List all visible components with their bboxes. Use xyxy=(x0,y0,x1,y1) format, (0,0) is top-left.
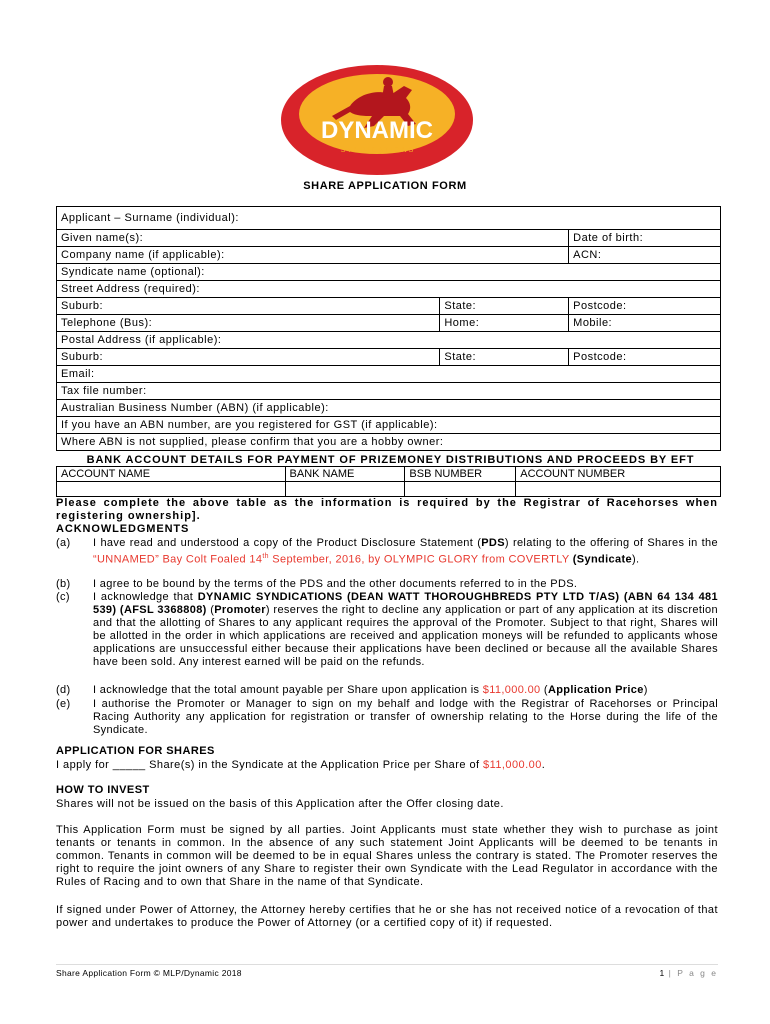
postal-suburb-field[interactable]: Suburb: xyxy=(57,349,440,366)
given-name-field[interactable]: Given name(s): xyxy=(57,230,569,247)
ack-item-a: (a) I have read and understood a copy of the Product Disclosure Statement (PDS) relating to the offering of Shares in the “UNNAMED” Bay Colt Foaled 14th September, 2016, by OLYMPIC GLORY from COVERTLY (Syndicate). xyxy=(56,537,718,566)
ack-b-label: (b) xyxy=(56,578,71,590)
postal-state-field[interactable]: State: xyxy=(440,349,569,366)
account-name-cell[interactable] xyxy=(57,482,286,497)
ack-item-c: (c) I acknowledge that DYNAMIC SYNDICATIONS (DEAN WATT THOROUGHBREDS PTY LTD T/AS) (ABN 64 134 481 539) (AFSL 3368808) (Promoter) reserves the right to decline any application or part of any application at its discretion and that the allotting of Shares to any applicant requires the approval of the Promoter. Subject to that right, Shares will be allotted in the order in which applications are received and application moneys will be refunded to applicants whose applications are unsuccessful either because their applications have been declined or because all the available Shares have been sold. Any interest earned will be paid on the refunds. xyxy=(56,591,718,668)
dob-field[interactable]: Date of birth: xyxy=(569,230,721,247)
account-number-cell[interactable] xyxy=(516,482,721,497)
postal-field[interactable]: Postal Address (if applicable): xyxy=(57,332,721,349)
postal-postcode-field[interactable]: Postcode: xyxy=(569,349,721,366)
ack-a-label: (a) xyxy=(56,537,71,549)
ack-item-e: (e) I authorise the Promoter or Manager to sign on my behalf and lodge with the Registrar of Racehorses or Principal Racing Authority any application for registration or transfer of ownership relating to the Horse during the life of the Syndicate. xyxy=(56,698,718,736)
tfn-field[interactable]: Tax file number: xyxy=(57,383,721,400)
footer-copyright: Share Application Form © MLP/Dynamic 2018 xyxy=(56,968,242,978)
footer-divider xyxy=(56,964,718,965)
acknowledgments-heading: ACKNOWLEDGMENTS xyxy=(56,523,190,535)
ack-e-label: (e) xyxy=(56,698,71,710)
application-line: I apply for _____ Share(s) in the Syndicate at the Application Price per Share of $11,000.00. xyxy=(56,759,546,771)
postcode-field[interactable]: Postcode: xyxy=(569,298,721,315)
page-title: SHARE APPLICATION FORM xyxy=(303,180,467,192)
bank-table xyxy=(56,466,721,497)
bank-details-heading: BANK ACCOUNT DETAILS FOR PAYMENT OF PRIZEMONEY DISTRIBUTIONS AND PROCEEDS BY EFT xyxy=(86,454,695,466)
invest-paragraph-1: This Application Form must be signed by all parties. Joint Applicants must state whether they wish to purchase as joint tenants or tenants in common. In the absence of any such statement Joint Applicants will be deemed to be tenants in common. Tenants in common will be deemed to be in equal Shares unless the contrary is stated. The Promoter reserves the right to require the joint owners of any Share to register their own Syndicate with the Lead Regulator in accordance with the Rules of Racing and to own that Share in the name of that Syndicate. xyxy=(56,824,718,888)
email-field[interactable]: Email: xyxy=(57,366,721,383)
applicant-field[interactable]: Applicant – Surname (individual): xyxy=(57,207,721,230)
account-name-header: ACCOUNT NAME xyxy=(57,467,286,482)
ack-item-b: (b) I agree to be bound by the terms of the PDS and the other documents referred to in the PDS. xyxy=(56,578,578,590)
acn-field[interactable]: ACN: xyxy=(569,247,721,264)
logo-text: DYNAMIC xyxy=(321,117,433,144)
ack-d-label: (d) xyxy=(56,684,71,696)
ack-c-label: (c) xyxy=(56,591,70,603)
dynamic-logo xyxy=(280,64,474,176)
syndicate-field[interactable]: Syndicate name (optional): xyxy=(57,264,721,281)
invest-closing-line: Shares will not be issued on the basis of this Application after the Offer closing date. xyxy=(56,798,504,810)
footer-page-number: 1 | P a g e xyxy=(659,968,718,978)
mobile-field[interactable]: Mobile: xyxy=(569,315,721,332)
bsb-header: BSB NUMBER xyxy=(405,467,516,482)
abn-field[interactable]: Australian Business Number (ABN) (if applicable): xyxy=(57,400,721,417)
applicant-table xyxy=(56,206,721,451)
hobby-owner-field[interactable]: Where ABN is not supplied, please confirm that you are a hobby owner: xyxy=(57,434,721,451)
gst-field[interactable]: If you have an ABN number, are you registered for GST (if applicable): xyxy=(57,417,721,434)
ack-item-d: (d) I acknowledge that the total amount payable per Share upon application is $11,000.00 (Application Price) xyxy=(56,684,648,696)
suburb-field[interactable]: Suburb: xyxy=(57,298,440,315)
registrar-note: Please complete the above table as the information is required by the Registrar of Racehorses when registering ownership]. xyxy=(56,497,718,522)
company-field[interactable]: Company name (if applicable): xyxy=(57,247,569,264)
state-field[interactable]: State: xyxy=(440,298,569,315)
account-number-header: ACCOUNT NUMBER xyxy=(516,467,721,482)
bsb-cell[interactable] xyxy=(405,482,516,497)
logo-subtext: S Y N D I C A T I O N S xyxy=(340,147,414,154)
street-field[interactable]: Street Address (required): xyxy=(57,281,721,298)
application-heading: APPLICATION FOR SHARES xyxy=(56,745,215,757)
invest-paragraph-2: If signed under Power of Attorney, the Attorney hereby certifies that he or she has not received notice of a revocation of that power and undertakes to produce the Power of Attorney (or a certified copy of it) if requested. xyxy=(56,904,718,929)
how-to-invest-heading: HOW TO INVEST xyxy=(56,784,150,796)
bank-name-cell[interactable] xyxy=(285,482,405,497)
home-phone-field[interactable]: Home: xyxy=(440,315,569,332)
telephone-field[interactable]: Telephone (Bus): xyxy=(57,315,440,332)
bank-name-header: BANK NAME xyxy=(285,467,405,482)
